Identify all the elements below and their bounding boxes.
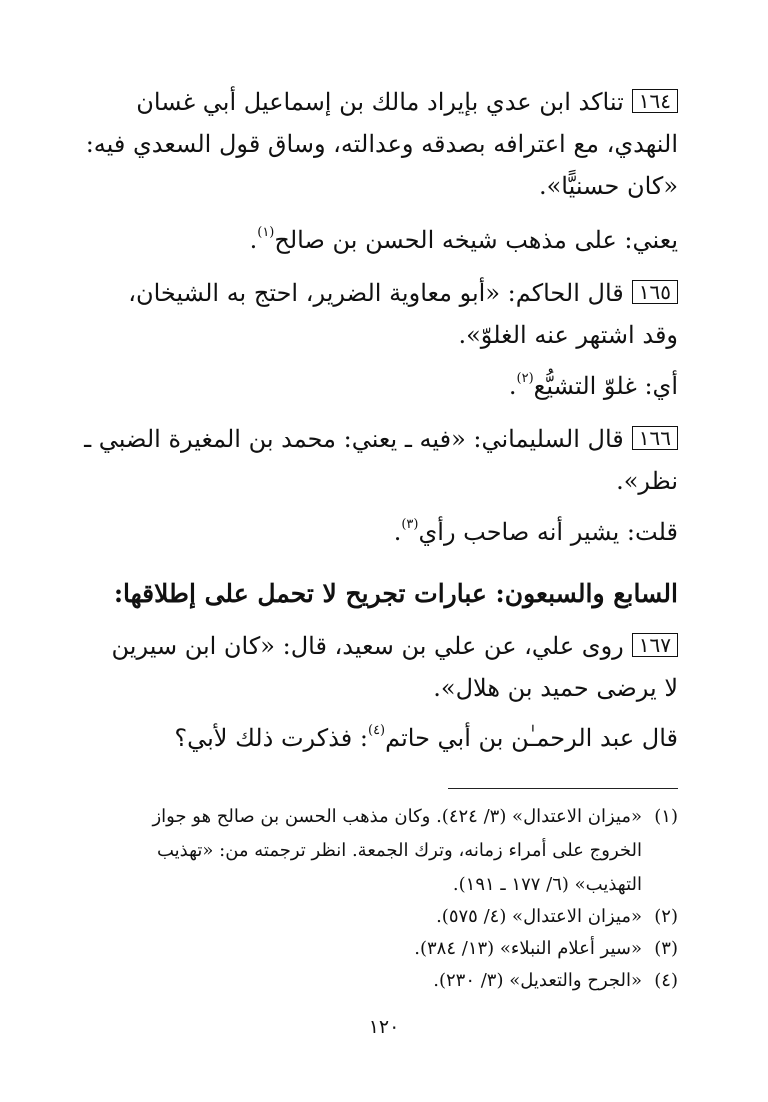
entry-164-line-1 [136, 86, 678, 118]
footnote-text: «ميزان الاعتدال» (٤/ ٥٧٥). [436, 906, 642, 927]
entry-166-line-1 [84, 423, 678, 455]
footnote-separator [448, 788, 678, 789]
footnote-text: «سير أعلام النبلاء» (١٣/ ٣٨٤). [414, 938, 642, 959]
entry-number-box: ١٦٦ [632, 426, 678, 450]
footnote-text: «ميزان الاعتدال» (٣/ ٤٢٤). وكان مذهب الحسن بن صالح هو جواز [152, 806, 642, 827]
entry-165-line-2: وقد اشتهر عنه الغلوّ». [458, 321, 678, 349]
entry-165-comment [509, 370, 678, 402]
entry-number-box: ١٦٤ [632, 89, 678, 113]
footnote-1-line-1 [152, 804, 678, 830]
comment-text: أي: غلوّ التشيُّع [533, 372, 678, 400]
entry-text: قال الحاكم: «أبو معاوية الضرير، احتج به الشيخان، [128, 279, 624, 307]
entry-number-box: ١٦٧ [632, 633, 678, 657]
comment-text: قال عبد الرحمـٰن بن أبي حاتم [385, 724, 678, 752]
entry-165-line-1 [128, 277, 678, 309]
footnote-ref: (٢) [516, 371, 534, 386]
comment-text: يعني: على مذهب شيخه الحسن بن صالح [274, 226, 678, 254]
comment-end: . [249, 226, 258, 254]
page-number: ١٢٠ [368, 1016, 400, 1038]
entry-text: روى علي، عن علي بن سعيد، قال: «كان ابن سيرين [111, 632, 624, 660]
footnote-3 [414, 936, 678, 962]
entry-164-comment [250, 224, 678, 256]
entry-167-line-1 [112, 630, 678, 662]
footnote-ref: (١) [257, 225, 275, 240]
footnote-number: (٤) [654, 970, 678, 991]
entry-166-line-2: نظر». [616, 467, 678, 495]
footnote-number: (٣) [654, 938, 678, 959]
entry-number-box: ١٦٥ [632, 280, 678, 304]
entry-text: قال السليماني: «فيه ـ يعني: محمد بن المغيرة الضبي ـ [84, 425, 624, 453]
footnote-ref: (٣) [401, 517, 419, 532]
section-heading: السابع والسبعون: عبارات تجريح لا تحمل على إطلاقها: [113, 579, 678, 608]
entry-167-comment [174, 722, 678, 754]
footnote-number: (١) [654, 806, 678, 827]
footnote-number: (٢) [654, 906, 678, 927]
footnote-text: «الجرح والتعديل» (٣/ ٢٣٠). [433, 970, 642, 991]
comment-text: قلت: يشير أنه صاحب رأي [418, 518, 678, 546]
footnote-ref: (٤) [367, 723, 386, 738]
comment-end: . [393, 518, 402, 546]
entry-164-line-2: النهدي، مع اعترافه بصدقه وعدالته، وساق قول السعدي فيه: [85, 130, 678, 158]
comment-end: . [508, 372, 517, 400]
footnote-2 [436, 904, 678, 930]
comment-end: : فذكرت ذلك لأبي؟ [174, 724, 368, 752]
entry-164-line-3: «كان حسنيًّا». [538, 172, 678, 200]
entry-167-line-2: لا يرضى حميد بن هلال». [433, 674, 678, 702]
footnote-4 [433, 968, 678, 994]
footnote-1-line-3: التهذيب» (٦/ ١٧٧ ـ ١٩١). [452, 874, 642, 895]
footnote-1-line-2: الخروج على أمراء زمانه، وترك الجمعة. انظر ترجمته من: «تهذيب [156, 840, 642, 861]
entry-166-comment [394, 516, 678, 548]
entry-text: تناكد ابن عدي بإيراد مالك بن إسماعيل أبي غسان [136, 88, 624, 116]
